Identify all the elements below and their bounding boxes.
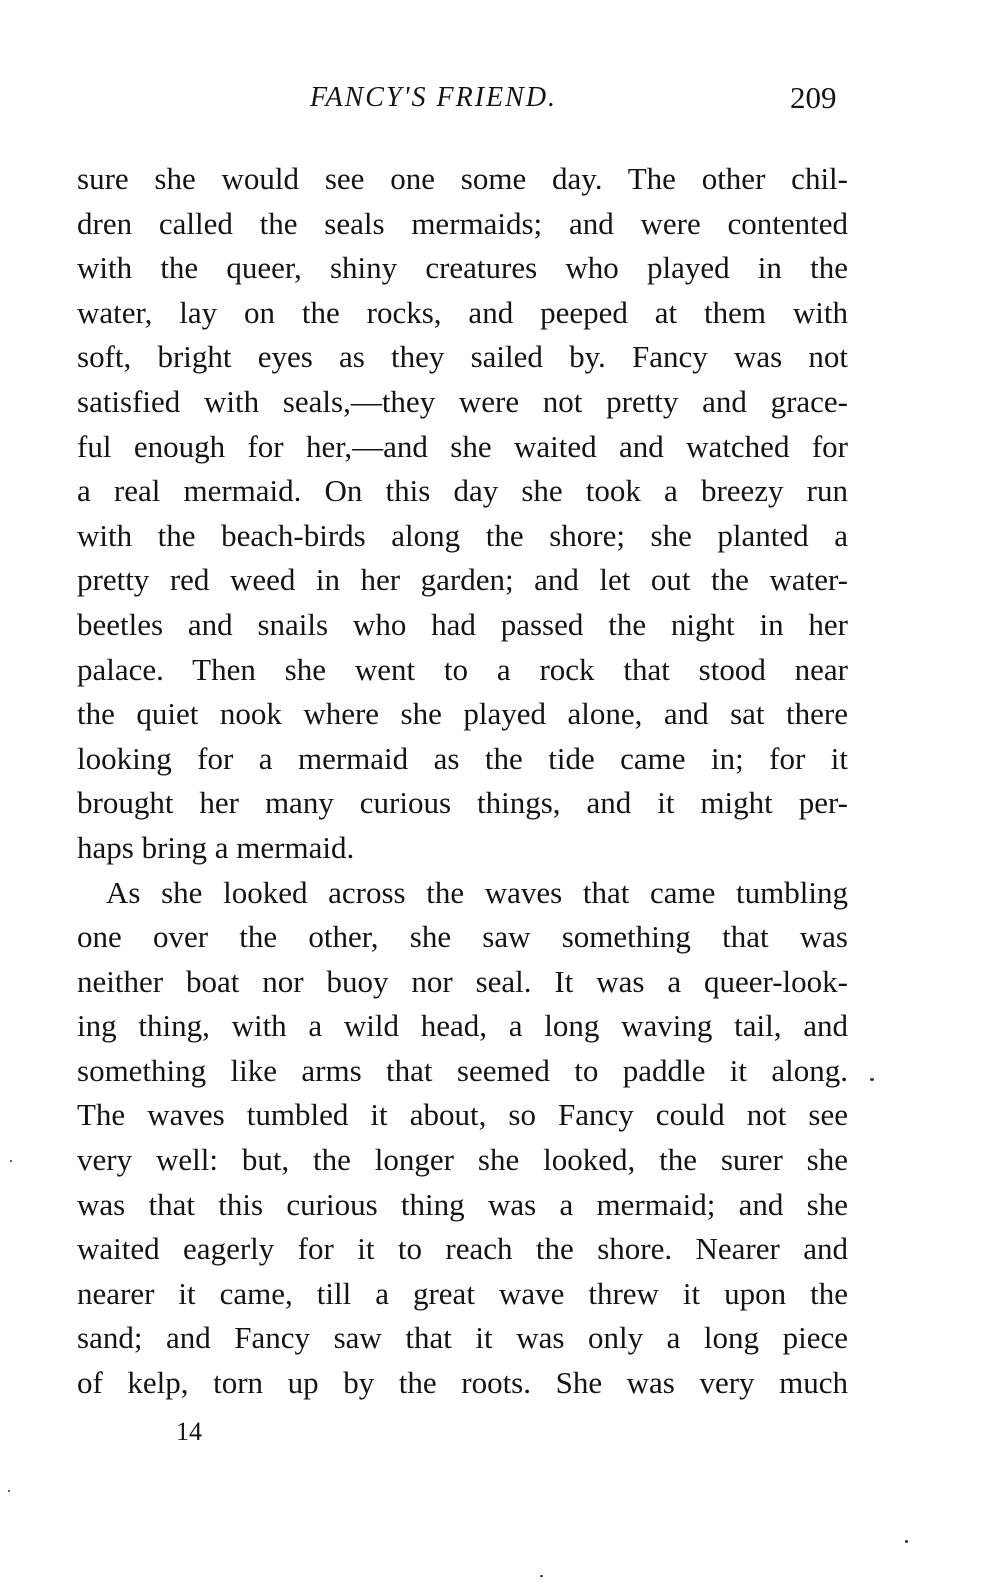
text-line: brought her many curious things, and it might per- (77, 785, 848, 821)
scan-speck (905, 1540, 908, 1543)
text-line: looking for a mermaid as the tide came in; for it (77, 740, 848, 776)
text-line-paragraph-start: As she looked across the waves that came tumbling (106, 874, 848, 910)
text-line: ful enough for her,—and she waited and watched for (77, 428, 848, 464)
text-line: very well: but, the longer she looked, the surer she (77, 1142, 848, 1178)
scan-speck (8, 1490, 10, 1492)
text-line: of kelp, torn up by the roots. She was very much (77, 1365, 848, 1401)
text-line: water, lay on the rocks, and peeped at them with (77, 294, 848, 330)
signature-mark: 14 (176, 1417, 202, 1446)
text-line: pretty red weed in her garden; and let out the water- (77, 562, 848, 598)
text-line: beetles and snails who had passed the night in her (77, 606, 848, 642)
text-line: The waves tumbled it about, so Fancy could not see (77, 1097, 848, 1133)
text-line: nearer it came, till a great wave threw it upon the (77, 1275, 848, 1311)
scan-speck (10, 1160, 12, 1162)
scan-speck (540, 1575, 543, 1577)
scan-speck (870, 1078, 874, 1081)
text-line: one over the other, she saw something that was (77, 919, 848, 955)
text-line: sure she would see one some day. The other chil- (77, 161, 848, 196)
body-text (77, 157, 848, 1406)
text-line: waited eagerly for it to reach the shore. Nearer and (77, 1231, 848, 1267)
text-line: palace. Then she went to a rock that stood near (77, 651, 848, 687)
text-line: satisfied with seals,—they were not pretty and grace- (77, 383, 848, 419)
text-line: a real mermaid. On this day she took a breezy run (77, 473, 848, 509)
text-line: sand; and Fancy saw that it was only a long piece (77, 1320, 848, 1356)
running-title: FANCY'S FRIEND. (310, 82, 558, 113)
text-line: was that this curious thing was a mermaid; and she (77, 1186, 848, 1222)
text-line: with the queer, shiny creatures who played in the (77, 250, 848, 286)
text-line: dren called the seals mermaids; and were contented (77, 205, 848, 241)
running-head (0, 76, 993, 120)
text-line: the quiet nook where she played alone, and sat there (77, 696, 848, 732)
page-number: 209 (790, 80, 837, 115)
text-line: something like arms that seemed to paddle it along. (77, 1052, 848, 1088)
text-line: soft, bright eyes as they sailed by. Fancy was not (77, 339, 848, 375)
text-line: neither boat nor buoy nor seal. It was a queer-look- (77, 963, 848, 999)
text-line-paragraph-end: haps bring a mermaid. (77, 829, 355, 865)
text-line: ing thing, with a wild head, a long waving tail, and (77, 1008, 848, 1044)
text-line: with the beach-birds along the shore; she planted a (77, 517, 848, 553)
